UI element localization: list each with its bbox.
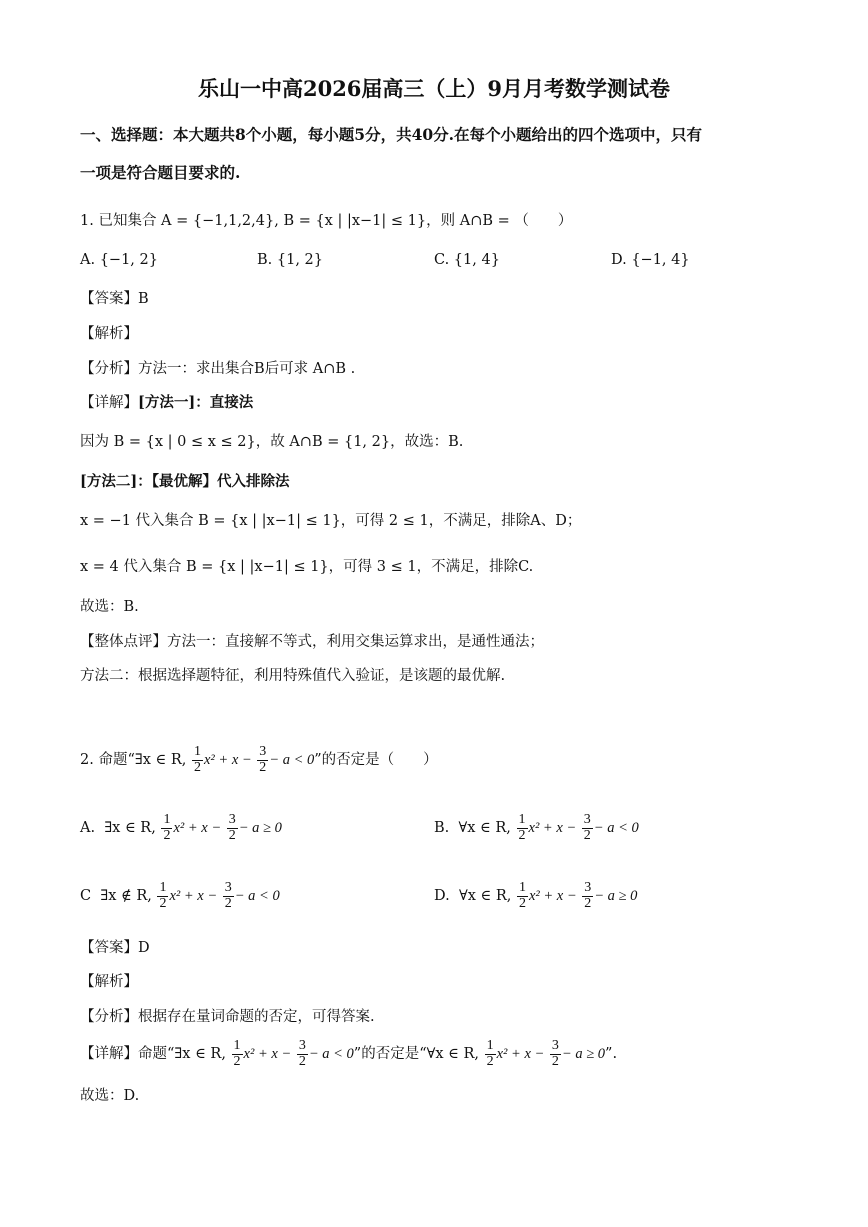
q1-review-text1: 方法一：直接解不等式，利用交集运算求出，是通性通法；	[167, 634, 544, 650]
q1-method1-title: [方法一]：直接法	[138, 394, 254, 411]
q1-detail-tag: 【详解】	[80, 395, 138, 411]
q2-stem-fraction-three-halves: $\frac{3}{2}$	[259, 743, 267, 775]
q2-answer: 【答案】D	[80, 940, 150, 956]
q1-detail-line2: x = −1 代入集合 B = {x | |x−1| ≤ 1}，可得 2 ≤ 1，不满足，排除A、D；	[80, 513, 582, 529]
q1-choose: 故选：B.	[80, 599, 139, 615]
q1-option-b: B. {1, 2}	[257, 252, 323, 268]
q1-option-d: D. {−1, 4}	[611, 252, 690, 268]
q2-stem-tail: − a < 0	[269, 752, 315, 768]
q1-review	[80, 632, 544, 652]
q1-option-c: C. {1, 4}	[434, 252, 500, 268]
q1-review-tag: 【整体点评】	[80, 634, 167, 650]
q2-option-b: B. ∀x ∈ R, $\frac{1}{2}$ x² + x − $\frac{3}{2}$ − a < 0	[434, 811, 639, 843]
q2-analysis	[80, 1007, 375, 1027]
q2-stem-post: ”的否定是（ ）	[314, 752, 438, 768]
q1-method2-title: [方法二]：【最优解】代入排除法	[80, 473, 290, 490]
q2-stem-x2x: x² + x −	[204, 752, 252, 768]
q1-detail-line1: 因为 B = {x | 0 ≤ x ≤ 2}，故 A∩B = {1, 2}，故选：B.	[80, 434, 464, 450]
q2-jiexi: 【解析】	[80, 974, 138, 990]
section-heading-line1: 一、选择题：本大题共8个小题，每小题5分，共40分.在每个小题给出的四个选项中，只有	[80, 125, 703, 144]
q1-answer: 【答案】B	[80, 291, 149, 307]
q1-review-line2: 方法二：根据选择题特征，利用特殊值代入验证，是该题的最优解.	[80, 668, 506, 684]
q2-detail-tag: 【详解】	[80, 1046, 138, 1062]
q1-analysis-text: 方法一：求出集合B后可求 A∩B .	[138, 361, 356, 377]
q2-stem-fraction-half: $\frac{1}{2}$	[194, 743, 201, 775]
q2-choose: 故选：D.	[80, 1088, 140, 1104]
q2-option-a: A. ∃x ∈ R, $\frac{1}{2}$ x² + x − $\frac{3}{2}$ − a ≥ 0	[80, 811, 282, 843]
q1-stem: 1. 已知集合 A = {−1,1,2,4}, B = {x | |x−1| ≤ 1}，则 A∩B = （ ）	[80, 213, 573, 229]
q1-analysis	[80, 359, 355, 379]
q2-stem	[80, 740, 438, 780]
q1-analysis-tag: 【分析】	[80, 361, 138, 377]
q2-analysis-text: 根据存在量词命题的否定，可得答案.	[138, 1009, 375, 1025]
q2-stem-pre: 2. 命题“∃x ∈ R,	[80, 752, 187, 768]
q1-jiexi: 【解析】	[80, 326, 138, 342]
q2-option-d: D. ∀x ∈ R, $\frac{1}{2}$ x² + x − $\frac{3}{2}$ − a ≥ 0	[434, 879, 638, 911]
q2-detail: 【详解】命题“∃x ∈ R, $\frac{1}{2}$ x² + x − $\frac{3}{2}$ − a < 0”的否定是“∀x ∈ R, $\frac{1}{2}$ x² + x − $\frac{3}{2}$ − a ≥ 0”.	[80, 1037, 618, 1069]
page-title: 乐山一中高2026届高三（上）9月月考数学测试卷	[197, 76, 671, 101]
q1-option-a: A. {−1, 2}	[80, 252, 158, 268]
q1-detail-heading	[80, 393, 253, 413]
section-heading-line2: 一项是符合题目要求的.	[80, 163, 241, 182]
q2-option-c: C ∃x ∉ R, $\frac{1}{2}$ x² + x − $\frac{3}{2}$ − a < 0	[80, 879, 280, 911]
q2-analysis-tag: 【分析】	[80, 1009, 138, 1025]
q1-detail-line3: x = 4 代入集合 B = {x | |x−1| ≤ 1}，可得 3 ≤ 1，不满足，排除C.	[80, 559, 534, 575]
